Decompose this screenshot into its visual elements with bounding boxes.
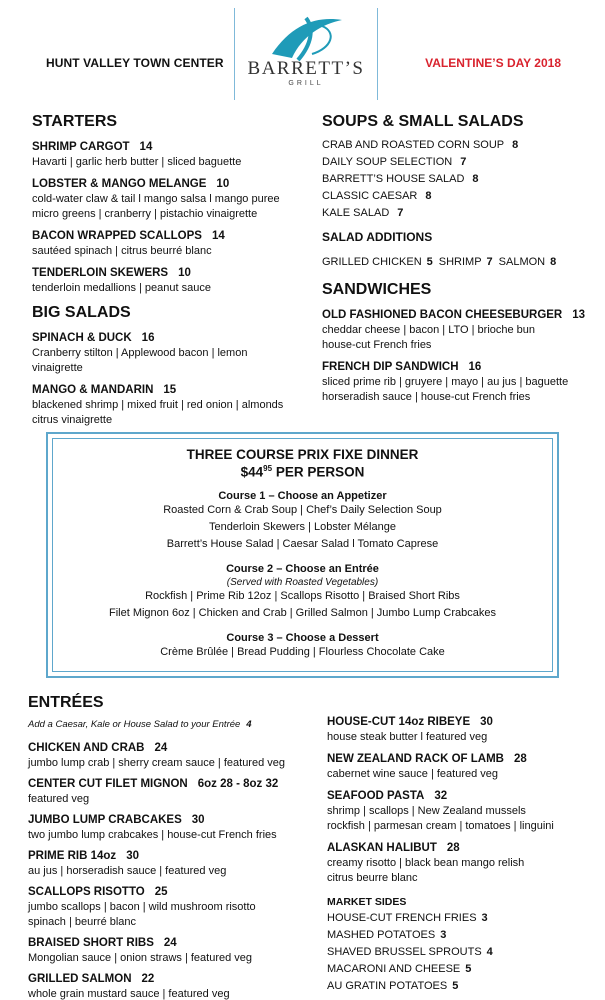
logo <box>234 8 378 100</box>
menu-item <box>28 774 318 807</box>
item-name: GRILLED CHICKEN <box>322 256 422 268</box>
item-price: 8 <box>425 190 432 202</box>
menu-item <box>28 846 318 879</box>
menu-item <box>327 749 597 782</box>
item-desc: citrus vinaigrette <box>32 414 113 426</box>
item-price: 32 <box>434 790 448 802</box>
item-desc: creamy risotto | black bean mango relish <box>327 857 525 869</box>
item-name: HOUSE-CUT FRENCH FRIES <box>327 912 477 924</box>
item-price: 28 <box>513 753 527 765</box>
item-name: SHAVED BRUSSEL SPROUTS <box>327 946 482 958</box>
prix-fixe-inner <box>52 438 553 672</box>
item-price: 30 <box>126 850 139 862</box>
item-price: 13 <box>572 309 586 321</box>
course-2-note: (Served with Roasted Vegetables) <box>226 576 379 588</box>
course-1-title: Course 1 – Choose an Appetizer <box>218 489 387 502</box>
prix-fixe-box <box>46 432 559 678</box>
item-name: BARRETT’S HOUSE SALAD <box>322 173 465 185</box>
item-price: 30 <box>191 814 205 826</box>
item-desc: blackened shrimp | mixed fruit | red onion | almonds <box>32 399 284 411</box>
item-desc: two jumbo lump crabcakes | house-cut French fries <box>28 829 277 841</box>
item-price: 8 <box>550 256 557 268</box>
menu-item <box>32 380 312 428</box>
logo-swoosh-icon <box>262 14 352 64</box>
item-price: 3 <box>481 912 488 924</box>
item-name: SCALLOPS RISOTTO <box>28 886 145 898</box>
price-main: $44 <box>240 464 264 480</box>
item-desc: rockfish | parmesan cream | tomatoes | linguini <box>327 820 554 832</box>
item-desc: tenderloin medallions | peanut sauce <box>32 282 211 294</box>
list-item <box>322 154 592 171</box>
section-title-salad-additions: SALAD ADDITIONS <box>322 230 433 244</box>
right-top-column <box>322 113 592 405</box>
item-price: 7 <box>397 207 404 219</box>
entrees-left-column <box>28 694 318 1000</box>
item-name: CRAB AND ROASTED CORN SOUP <box>322 139 505 151</box>
menu-item <box>28 810 318 843</box>
section-title-starters: STARTERS <box>32 113 118 130</box>
menu-item <box>28 882 318 930</box>
item-desc: citrus beurre blanc <box>327 872 418 884</box>
item-price: 8 <box>512 139 519 151</box>
item-name: SHRIMP <box>438 256 482 268</box>
price-cents: 95 <box>263 464 273 473</box>
item-price: 14 <box>211 230 225 242</box>
logo-sub: GRILL <box>288 80 324 87</box>
item-desc: spinach | beurré blanc <box>28 916 137 928</box>
item-desc: whole grain mustard sauce | featured veg <box>28 988 230 1000</box>
item-desc: cabernet wine sauce | featured veg <box>327 768 499 780</box>
item-price: 22 <box>141 973 155 985</box>
item-price: 28 <box>446 842 460 854</box>
menu-item <box>32 174 312 222</box>
item-price: 30 <box>480 716 493 728</box>
item-price: 24 <box>163 937 177 949</box>
item-price: 7 <box>460 156 467 168</box>
menu-item <box>32 226 312 259</box>
item-desc: shrimp | scallops | New Zealand mussels <box>327 805 526 817</box>
menu-item <box>327 786 597 834</box>
section-title-market-sides: MARKET SIDES <box>327 896 407 908</box>
course-line: Tenderloin Skewers | Lobster Mélange <box>209 520 396 533</box>
menu-item <box>28 738 318 771</box>
item-name: CENTER CUT FILET MIGNON <box>28 778 188 790</box>
item-price: 24 <box>154 742 168 754</box>
item-price: 5 <box>465 963 472 975</box>
item-name: SPINACH & DUCK <box>32 332 132 344</box>
item-price: 16 <box>141 332 155 344</box>
location-title: HUNT VALLEY TOWN CENTER <box>46 56 224 70</box>
item-name: SEAFOOD PASTA <box>327 790 425 802</box>
menu-item <box>327 838 597 886</box>
course-line: Rockfish | Prime Rib 12oz | Scallops Risotto | Braised Short Ribs <box>145 589 460 602</box>
item-desc: Cranberry stilton | Applewood bacon | lemon <box>32 347 248 359</box>
event-title: VALENTINE’S DAY 2018 <box>425 56 561 70</box>
item-desc: cheddar cheese | bacon | LTO | brioche bun <box>322 324 536 336</box>
menu-item <box>327 712 597 745</box>
item-name: NEW ZEALAND RACK OF LAMB <box>327 753 504 765</box>
note-text: Add a Caesar, Kale or House Salad to your Entrée <box>28 719 241 730</box>
menu-item <box>322 305 592 353</box>
item-name: AU GRATIN POTATOES <box>327 980 448 992</box>
item-price: 6oz 28 - 8oz 32 <box>197 778 279 790</box>
item-desc: micro greens | cranberry | pistachio vinaigrette <box>32 208 258 220</box>
menu-item <box>32 137 312 170</box>
item-name: GRILLED SALMON <box>28 973 132 985</box>
item-name: LOBSTER & MANGO MELANGE <box>32 178 207 190</box>
menu-item <box>322 357 592 405</box>
item-desc: vinaigrette <box>32 362 83 374</box>
item-desc: house steak butter l featured veg <box>327 731 488 743</box>
item-desc: Mongolian sauce | onion straws | featured veg <box>28 952 253 964</box>
salad-additions-line <box>322 254 592 271</box>
item-price: 8 <box>472 173 479 185</box>
course-3-title: Course 3 – Choose a Dessert <box>226 631 379 644</box>
entrees-right-column <box>327 712 597 995</box>
item-price: 3 <box>440 929 447 941</box>
list-item <box>327 961 597 978</box>
item-desc: sliced prime rib | gruyere | mayo | au jus | baguette <box>322 376 569 388</box>
course-2-title: Course 2 – Choose an Entrée <box>226 562 379 575</box>
section-title-sandwiches: SANDWICHES <box>322 281 432 298</box>
item-name: TENDERLOIN SKEWERS <box>32 267 169 279</box>
prix-fixe-title: THREE COURSE PRIX FIXE DINNER <box>186 447 419 462</box>
item-price: 25 <box>154 886 168 898</box>
item-desc: cold-water claw & tail l mango salsa l mango puree <box>32 193 280 205</box>
item-price: 4 <box>486 946 493 958</box>
item-desc: house-cut French fries <box>322 339 432 351</box>
item-price: 7 <box>486 256 493 268</box>
item-name: JUMBO LUMP CRABCAKES <box>28 814 182 826</box>
list-item <box>327 927 597 944</box>
menu-item <box>28 969 318 1000</box>
menu-item <box>32 328 312 376</box>
logo-name: BARRETT’S <box>247 58 365 79</box>
item-price: 5 <box>452 980 459 992</box>
course-line: Roasted Corn & Crab Soup | Chef’s Daily Selection Soup <box>163 503 442 516</box>
item-name: FRENCH DIP SANDWICH <box>322 361 459 373</box>
item-desc: jumbo lump crab | sherry cream sauce | featured veg <box>28 757 285 769</box>
item-desc: Havarti | garlic herb butter | sliced baguette <box>32 156 242 168</box>
item-name: PRIME RIB 14oz <box>28 850 117 862</box>
section-title-entrees: ENTRÉES <box>28 694 104 711</box>
item-name: MACARONI AND CHEESE <box>327 963 461 975</box>
item-name: OLD FASHIONED BACON CHEESEBURGER <box>322 309 563 321</box>
item-desc: horseradish sauce | house-cut French fries <box>322 391 531 403</box>
price-suffix: PER PERSON <box>272 464 365 480</box>
list-item <box>327 978 597 995</box>
prix-fixe-price <box>53 464 552 480</box>
item-name: MASHED POTATOES <box>327 929 436 941</box>
list-item <box>322 205 592 222</box>
list-item <box>322 188 592 205</box>
list-item <box>327 910 597 927</box>
left-top-column <box>32 113 312 428</box>
menu-item <box>32 263 312 296</box>
item-price: 5 <box>426 256 433 268</box>
item-name: BRAISED SHORT RIBS <box>28 937 154 949</box>
item-name: BACON WRAPPED SCALLOPS <box>32 230 202 242</box>
item-desc: featured veg <box>28 793 90 805</box>
menu-item <box>28 933 318 966</box>
list-item <box>322 171 592 188</box>
item-desc: sautéed spinach | citrus beurré blanc <box>32 245 212 257</box>
item-price: 15 <box>163 384 177 396</box>
course-line: Crème Brûlée | Bread Pudding | Flourless Chocolate Cake <box>160 645 445 658</box>
list-item <box>322 137 592 154</box>
course-line: Filet Mignon 6oz | Chicken and Crab | Grilled Salmon | Jumbo Lump Crabcakes <box>108 606 497 619</box>
item-price: 10 <box>216 178 230 190</box>
item-name: SALMON <box>498 256 546 268</box>
item-price: 16 <box>468 361 482 373</box>
item-name: MANGO & MANDARIN <box>32 384 154 396</box>
course-line: Barrett’s House Salad | Caesar Salad l Tomato Caprese <box>166 537 439 550</box>
item-price: 10 <box>178 267 191 279</box>
item-name: ALASKAN HALIBUT <box>327 842 437 854</box>
list-item <box>327 944 597 961</box>
item-name: KALE SALAD <box>322 207 390 219</box>
item-name: DAILY SOUP SELECTION <box>322 156 453 168</box>
section-title-soups: SOUPS & SMALL SALADS <box>322 113 524 130</box>
item-desc: jumbo scallops | bacon | wild mushroom risotto <box>28 901 256 913</box>
item-name: SHRIMP CARGOT <box>32 141 130 153</box>
entrees-note <box>28 714 318 732</box>
item-name: CHICKEN AND CRAB <box>28 742 145 754</box>
note-price: 4 <box>246 719 252 730</box>
section-title-big-salads: BIG SALADS <box>32 304 131 321</box>
item-desc: au jus | horseradish sauce | featured veg <box>28 865 227 877</box>
item-name: CLASSIC CAESAR <box>322 190 418 202</box>
item-price: 14 <box>139 141 153 153</box>
item-name: HOUSE-CUT 14oz RIBEYE <box>327 716 471 728</box>
